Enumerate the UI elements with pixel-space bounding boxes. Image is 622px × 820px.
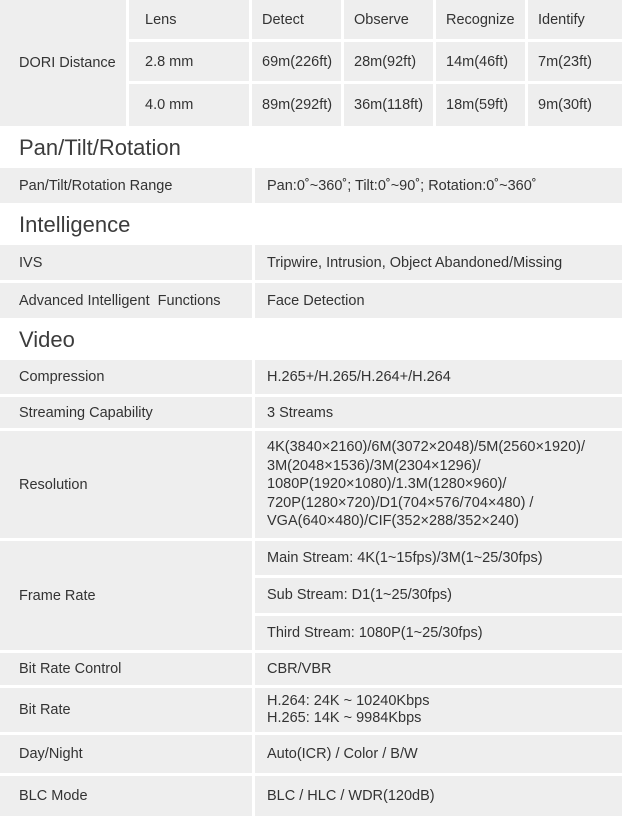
spec-row-streaming — [0, 397, 622, 431]
bitrate-line: H.265: 14K ~ 9984Kbps — [267, 710, 422, 726]
frame-rate-values — [255, 541, 622, 653]
dori-lens-cell: 2.8 mm — [129, 42, 249, 81]
dori-row — [129, 42, 622, 84]
spec-value — [255, 431, 622, 538]
spec-label: IVS — [0, 245, 252, 280]
spec-value: H.265+/H.265/H.264+/H.264 — [255, 360, 622, 394]
spec-label: Advanced Intelligent Functions — [0, 283, 252, 318]
dori-header-identify: Identify — [528, 0, 622, 39]
dori-grid — [129, 0, 622, 129]
dori-identify-cell: 9m(30ft) — [528, 84, 622, 126]
dori-header-observe: Observe — [344, 0, 433, 39]
spec-value-main-stream: Main Stream: 4K(1~15fps)/3M(1~25/30fps) — [255, 541, 622, 575]
spec-label: Bit Rate — [0, 688, 252, 732]
section-heading-video: Video — [19, 327, 75, 352]
spec-row-frame-rate — [0, 541, 622, 653]
spec-row-blc — [0, 776, 622, 819]
spec-row-ivs — [0, 245, 622, 283]
spec-row-advanced-intelligent — [0, 283, 622, 321]
resolution-line: 1080P(1920×1080)/1.3M(1280×960)/ — [267, 476, 507, 493]
spec-value — [255, 688, 622, 732]
dori-header-recognize: Recognize — [436, 0, 525, 39]
section-heading-intelligence: Intelligence — [19, 212, 131, 237]
spec-label: Pan/Tilt/Rotation Range — [0, 168, 252, 203]
resolution-line: VGA(640×480)/CIF(352×288/352×240) — [267, 513, 519, 530]
resolution-line: 4K(3840×2160)/6M(3072×2048)/5M(2560×1920)/ — [267, 439, 586, 456]
dori-identify-cell: 7m(23ft) — [528, 42, 622, 81]
spec-value: Auto(ICR) / Color / B/W — [255, 735, 622, 773]
spec-value: Pan:0˚~360˚; Tilt:0˚~90˚; Rotation:0˚~360˚ — [255, 168, 622, 203]
spec-label: Compression — [0, 360, 252, 394]
spec-label: Frame Rate — [0, 541, 252, 650]
dori-detect-cell: 89m(292ft) — [252, 84, 341, 126]
dori-detect-cell: 69m(226ft) — [252, 42, 341, 81]
dori-recognize-cell: 14m(46ft) — [436, 42, 525, 81]
spec-value: Face Detection — [255, 283, 622, 318]
dori-header-detect: Detect — [252, 0, 341, 39]
spec-row-bitrate — [0, 688, 622, 735]
resolution-line: 720P(1280×720)/D1(704×576/704×480) / — [267, 494, 534, 511]
spec-row-bitrate-control — [0, 653, 622, 688]
spec-row-pan-tilt-range — [0, 168, 622, 206]
spec-value: CBR/VBR — [255, 653, 622, 685]
dori-row — [129, 84, 622, 129]
dori-observe-cell: 36m(118ft) — [344, 84, 433, 126]
spec-value-sub-stream: Sub Stream: D1(1~25/30fps) — [255, 578, 622, 612]
bitrate-line: H.264: 24K ~ 10240Kbps — [267, 693, 430, 709]
spec-label: BLC Mode — [0, 776, 252, 816]
resolution-line: 3M(2048×1536)/3M(2304×1296)/ — [267, 457, 481, 474]
spec-value: Tripwire, Intrusion, Object Abandoned/Missing — [255, 245, 622, 280]
dori-recognize-cell: 18m(59ft) — [436, 84, 525, 126]
section-heading-pan-tilt: Pan/Tilt/Rotation — [19, 135, 181, 160]
spec-value-third-stream: Third Stream: 1080P(1~25/30fps) — [255, 616, 622, 650]
spec-label: Streaming Capability — [0, 397, 252, 428]
dori-header-row — [129, 0, 622, 42]
spec-value: 3 Streams — [255, 397, 622, 428]
spec-row-day-night — [0, 735, 622, 776]
dori-lens-cell: 4.0 mm — [129, 84, 249, 126]
spec-row-compression — [0, 360, 622, 397]
dori-header-lens: Lens — [129, 0, 249, 39]
spec-label: Resolution — [0, 431, 252, 538]
dori-table — [0, 0, 622, 129]
spec-value: BLC / HLC / WDR(120dB) — [255, 776, 622, 816]
spec-label: Bit Rate Control — [0, 653, 252, 685]
dori-observe-cell: 28m(92ft) — [344, 42, 433, 81]
spec-label: Day/Night — [0, 735, 252, 773]
dori-label: DORI Distance — [0, 0, 126, 126]
spec-row-resolution — [0, 431, 622, 541]
